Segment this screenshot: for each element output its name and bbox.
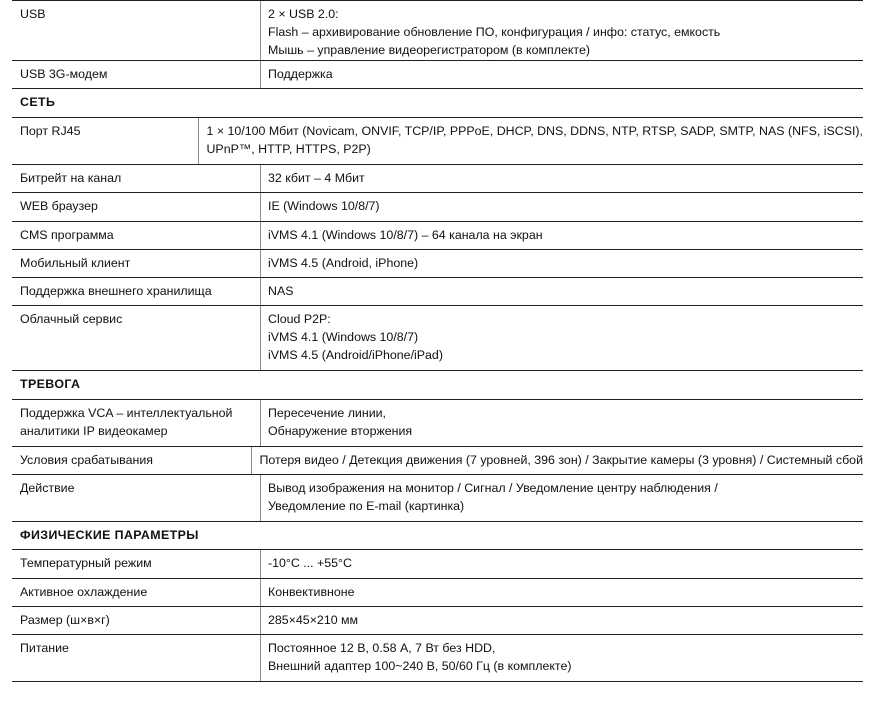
value-line: iVMS 4.5 (Android, iPhone) xyxy=(268,256,419,270)
value-mobile-client xyxy=(260,250,863,277)
row-usb xyxy=(12,0,863,61)
value-line: -10°C ... +55°C xyxy=(268,556,352,570)
label-mobile-client: Мобильный клиент xyxy=(20,256,131,270)
value-line: 285×45×210 мм xyxy=(268,613,359,627)
value-line: Постоянное 12 В, 0.58 А, 7 Вт без HDD, xyxy=(268,641,496,655)
row-rj45-port xyxy=(12,118,863,165)
value-usb-3g-modem xyxy=(260,61,863,88)
value-line: Внешний адаптер 100~240 В, 50/60 Гц (в комплекте) xyxy=(268,659,572,673)
section-alarm xyxy=(12,371,863,400)
value-line: Вывод изображения на монитор / Сигнал / Уведомление центру наблюдения / xyxy=(268,481,718,495)
value-web-browser xyxy=(260,193,863,221)
value-external-storage xyxy=(260,278,863,305)
value-line: 32 кбит – 4 Мбит xyxy=(268,171,365,185)
value-line: IE (Windows 10/8/7) xyxy=(268,199,380,213)
row-mobile-client xyxy=(12,250,863,278)
label-trigger-conditions: Условия срабатывания xyxy=(20,453,153,467)
value-line: Мышь – управление видеорегистратором (в комплекте) xyxy=(268,43,590,57)
value-line: Flash – архивирование обновление ПО, конфигурация / инфо: статус, емкость xyxy=(268,25,721,39)
section-title: СЕТЬ xyxy=(20,95,56,109)
section-title: ТРЕВОГА xyxy=(20,377,81,391)
label-usb: USB xyxy=(20,7,46,21)
row-usb-3g-modem xyxy=(12,61,863,89)
value-size xyxy=(260,607,863,634)
value-line: 1 × 10/100 Мбит (Novicam, ONVIF, TCP/IP, PPPoE, DHCP, DNS, DDNS, NTP, RTSP, SADP, SMTP, NAS (NFS, iSCSI), xyxy=(206,124,863,138)
row-active-cooling xyxy=(12,579,863,607)
value-vca-support xyxy=(260,400,863,446)
label-size: Размер (ш×в×г) xyxy=(20,613,110,627)
value-line: Обнаружение вторжения xyxy=(268,424,413,438)
label-cloud-service: Облачный сервис xyxy=(20,312,123,326)
value-line: iVMS 4.5 (Android/iPhone/iPad) xyxy=(268,348,443,362)
row-web-browser xyxy=(12,193,863,222)
value-line: 2 × USB 2.0: xyxy=(268,7,339,21)
row-cms xyxy=(12,222,863,250)
value-temperature xyxy=(260,550,863,578)
row-size xyxy=(12,607,863,635)
row-vca-support xyxy=(12,400,863,447)
label-web-browser: WEB браузер xyxy=(20,199,98,213)
value-bitrate xyxy=(260,165,863,192)
section-physical xyxy=(12,522,863,550)
value-line: iVMS 4.1 (Windows 10/8/7) – 64 канала на экран xyxy=(268,228,543,242)
spec-table xyxy=(12,0,863,682)
value-cloud-service xyxy=(260,306,863,370)
value-power xyxy=(260,635,863,681)
value-line: Потеря видео / Детекция движения (7 уровней, 396 зон) / Закрытие камеры (3 уровня) / Системный сбой xyxy=(259,453,863,467)
label-vca-support: Поддержка VCA – интеллектуальной аналитики IP видеокамер xyxy=(20,406,233,438)
row-cloud-service xyxy=(12,306,863,371)
value-line: Cloud P2P: xyxy=(268,312,331,326)
value-usb xyxy=(260,1,863,60)
value-active-cooling xyxy=(260,579,863,606)
value-line: iVMS 4.1 (Windows 10/8/7) xyxy=(268,330,419,344)
value-line: Пересечение линии, xyxy=(268,406,386,420)
label-power: Питание xyxy=(20,641,69,655)
label-external-storage: Поддержка внешнего хранилища xyxy=(20,284,212,298)
row-temperature xyxy=(12,550,863,579)
row-external-storage xyxy=(12,278,863,306)
label-bitrate: Битрейт на канал xyxy=(20,171,122,185)
label-cms: CMS программа xyxy=(20,228,114,242)
label-rj45-port: Порт RJ45 xyxy=(20,124,81,138)
value-cms xyxy=(260,222,863,249)
section-network xyxy=(12,89,863,118)
value-line: Конвективноне xyxy=(268,585,355,599)
section-title: ФИЗИЧЕСКИЕ ПАРАМЕТРЫ xyxy=(20,528,199,542)
value-line: UPnP™, HTTP, HTTPS, P2P) xyxy=(206,142,371,156)
label-active-cooling: Активное охлаждение xyxy=(20,585,148,599)
value-line: NAS xyxy=(268,284,294,298)
value-trigger-conditions xyxy=(251,447,863,474)
label-temperature: Температурный режим xyxy=(20,556,152,570)
value-line: Уведомление по E-mail (картинка) xyxy=(268,499,465,513)
label-action: Действие xyxy=(20,481,75,495)
value-action xyxy=(260,475,863,521)
row-trigger-conditions xyxy=(12,447,863,475)
label-usb-3g-modem: USB 3G-модем xyxy=(20,67,108,81)
row-power xyxy=(12,635,863,682)
value-line: Поддержка xyxy=(268,67,333,81)
row-bitrate xyxy=(12,165,863,193)
row-action xyxy=(12,475,863,522)
value-rj45-port xyxy=(198,118,863,164)
